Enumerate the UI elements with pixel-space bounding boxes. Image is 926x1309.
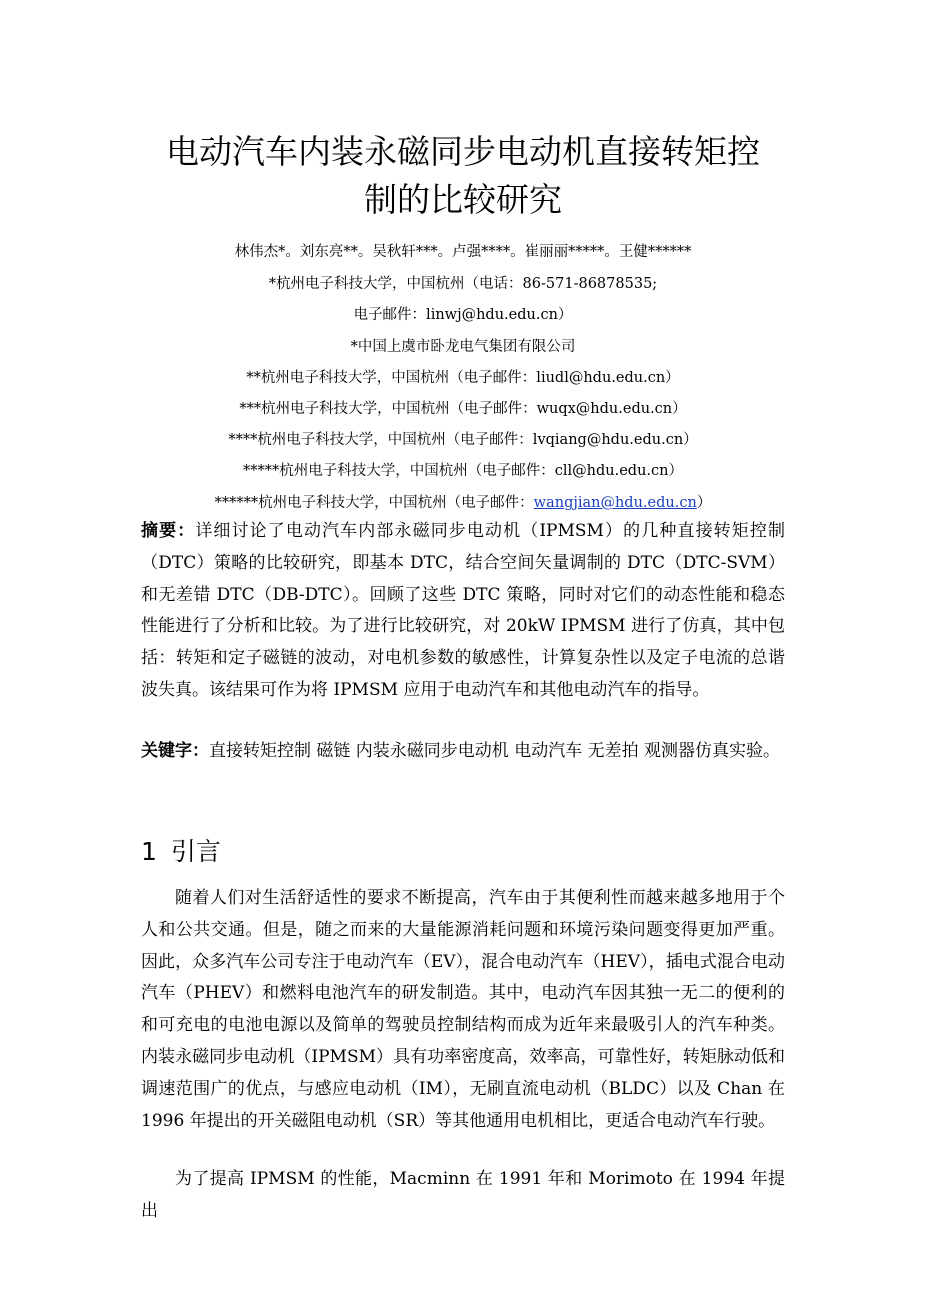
title-line-1: 电动汽车内装永磁同步电动机直接转矩控 bbox=[166, 132, 760, 171]
title-line-2: 制的比较研究 bbox=[364, 180, 562, 219]
affiliation-suffix: ） bbox=[696, 495, 712, 511]
affiliation-line: *杭州电子科技大学，中国杭州（电话：86-571-86878535; bbox=[268, 276, 658, 292]
author-list: 林伟杰*。刘东亮**。吴秋轩***。卢强****。崔丽丽*****。王健****** bbox=[234, 244, 692, 260]
affiliation-line: **杭州电子科技大学，中国杭州（电子邮件：liudl@hdu.edu.cn） bbox=[246, 370, 680, 386]
abstract-label: 摘要： bbox=[141, 521, 196, 541]
paper-title bbox=[120, 128, 806, 224]
abstract-text: 详细讨论了电动汽车内部永磁同步电动机（IPMSM）的几种直接转矩控制（DTC）策略的比较研究，即基本 DTC，结合空间矢量调制的 DTC（DTC-SVM）和无差错 DTC（DB-DTC）。回顾了这些 DTC 策略，同时对它们的动态性能和稳态性能进行了分析和比较。为了进行比较研究，对 20kW IPMSM 进行了仿真，其中包括：转矩和定子磁链的波动，对电机参数的敏感性，计算复杂性以及定子电流的总谐波失真。该结果可作为将 IPMSM 应用于电动汽车和其他电动汽车的指导。 bbox=[141, 521, 785, 700]
affiliation-line: ****杭州电子科技大学，中国杭州（电子邮件：lvqiang@hdu.edu.cn） bbox=[228, 432, 698, 448]
affiliation-line: 电子邮件：linwj@hdu.edu.cn） bbox=[353, 307, 573, 323]
keywords-label: 关键字： bbox=[141, 741, 209, 761]
paragraph-intro: 随着人们对生活舒适性的要求不断提高，汽车由于其便利性而越来越多地用于个人和公共交通。但是，随之而来的大量能源消耗问题和环境污染问题变得更加严重。因此，众多汽车公司专注于电动汽车（EV），混合电动汽车（HEV），插电式混合电动汽车（PHEV）和燃料电池汽车的研发制造。其中，电动汽车因其独一无二的便利的和可充电的电池电源以及简单的驾驶员控制结构而成为近年来最吸引人的汽车种类。内装永磁同步电动机（IPMSM）具有功率密度高，效率高，可靠性好，转矩脉动低和调速范围广的优点，与感应电动机（IM），无刷直流电动机（BLDC）以及 Chan 在 1996 年提出的开关磁阻电动机（SR）等其他通用电机相比，更适合电动汽车行驶。 bbox=[141, 888, 785, 1131]
section-number: 1 bbox=[141, 837, 157, 866]
paragraph-intro-continued: 为了提高 IPMSM 的性能，Macminn 在 1991 年和 Morimoto 在 1994 年提出 bbox=[141, 1169, 785, 1221]
email-link[interactable]: wangjian@hdu.edu.cn bbox=[533, 495, 697, 511]
keywords-text: 直接转矩控制 磁链 内装永磁同步电动机 电动汽车 无差拍 观测器仿真实验。 bbox=[209, 741, 781, 761]
affiliation-line: *中国上虞市卧龙电气集团有限公司 bbox=[350, 339, 576, 355]
abstract bbox=[141, 516, 785, 707]
affiliation-line-last bbox=[130, 493, 796, 513]
keywords bbox=[141, 736, 785, 768]
affiliation-line: ***杭州电子科技大学，中国杭州（电子邮件：wuqx@hdu.edu.cn） bbox=[239, 401, 687, 417]
affiliation-line: *****杭州电子科技大学，中国杭州（电子邮件：cll@hdu.edu.cn） bbox=[243, 463, 683, 479]
section-heading bbox=[141, 834, 221, 870]
affiliation-prefix: ******杭州电子科技大学，中国杭州（电子邮件： bbox=[214, 495, 534, 511]
section-title: 引言 bbox=[170, 837, 221, 866]
